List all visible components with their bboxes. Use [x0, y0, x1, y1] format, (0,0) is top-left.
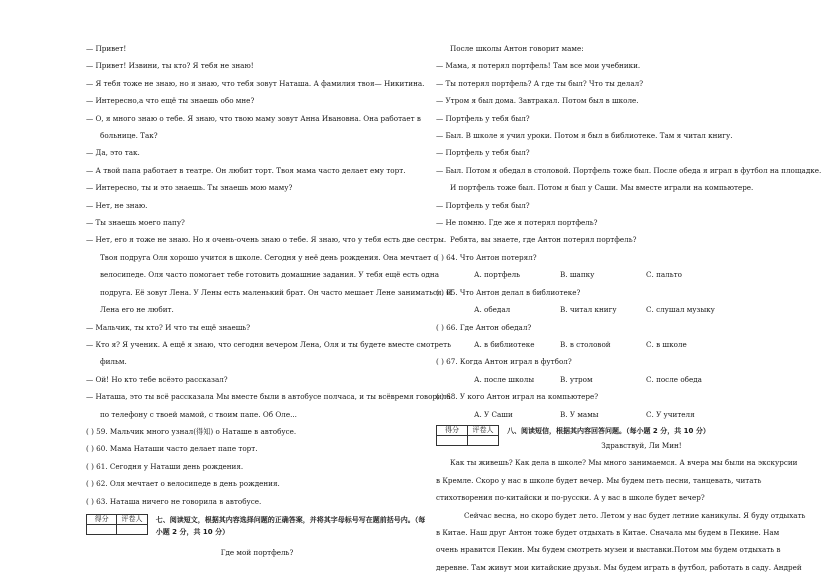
tf-question-60: ( ) 60. Мама Наташи часто делает папе торт.	[86, 444, 258, 454]
multiple-choice-questions	[436, 249, 776, 423]
mc-question-66: ( ) 66. Где Антон обедал?	[436, 322, 532, 332]
dialogue-1	[86, 40, 453, 423]
dialogue-line: — Портфель у тебя был?	[436, 113, 530, 123]
letter-line: в Кремле. Скоро у нас в школе будет вечер. Мы будем петь песни, танцевать, читать	[436, 475, 762, 485]
dialogue-line: — Привет! Извини, ты кто? Я тебя не знаю!	[86, 61, 254, 71]
score-box	[86, 514, 148, 535]
left-column	[86, 40, 453, 561]
option-b: В. У мамы	[560, 409, 599, 419]
option-a: А. портфель	[474, 270, 521, 280]
dialogue-line: И портфель тоже был. Потом я был у Саши. Мы вместе играли на компьютере.	[450, 183, 754, 193]
dialogue-line: — О, я много знаю о тебе. Я знаю, что твою маму зовут Анна Ивановна. Она работает в	[86, 113, 421, 123]
dialogue-line: — Интересно, ты и это знаешь. Ты знаешь мою маму?	[86, 183, 293, 193]
mc-options-66	[436, 336, 776, 353]
dialogue-line: — А твой папа работает в театре. Он любит торт. Твоя мама часто делает ему торт.	[86, 165, 406, 175]
dialogue-line: — Кто я? Я ученик. А ещё я знаю, что сегодня вечером Лена, Оля и ты будете вместе смотреть	[86, 339, 452, 349]
mc-question-64: ( ) 64. Что Антон потерял?	[436, 252, 537, 262]
dialogue-line: — Был. В школе я учил уроки. Потом я был в библиотеке. Там я читал книгу.	[436, 131, 733, 141]
letter-body	[436, 454, 806, 576]
dialogue-line: Ребята, вы знаете, где Антон потерял портфель?	[450, 235, 637, 245]
dialogue-line: — Не помню. Где же я потерял портфель?	[436, 218, 598, 228]
dialogue-line: — Ты потерял портфель? А где ты был? Что ты делал?	[436, 78, 644, 88]
letter-line: очень нравится Пекин. Мы будем смотреть музеи и выставки.Потом мы будем отдыхать в	[436, 545, 781, 555]
mc-options-67	[436, 371, 776, 388]
true-false-questions	[86, 423, 428, 510]
letter-line: в Китае. Наш друг Антон тоже будет отдыхать в Китае. Сначала мы будем в Пекине. Нам	[436, 527, 780, 537]
dialogue-line: — Привет!	[86, 44, 127, 53]
section-8-header	[436, 425, 776, 454]
dialogue-line: — Да, это так.	[86, 148, 140, 158]
tf-question-59: ( ) 59. Мальчик много узнал(得知) о Наташе в автобусе.	[86, 426, 297, 436]
option-b: В. утром	[560, 374, 593, 384]
mc-options-65	[436, 301, 776, 318]
story-title: Где мой портфель?	[220, 547, 294, 557]
option-c: С. У учителя	[646, 409, 695, 419]
dialogue-line: — Нет, его я тоже не знаю. Но я очень-очень знаю о тебе. Я знаю, что у тебя есть две сестры.	[86, 235, 447, 245]
section-8-title: 八、阅读短信，根据其内容回答问题。（每小题 2 分，共 10 分）	[507, 426, 710, 435]
mc-question-67: ( ) 67. Когда Антон играл в футбол?	[436, 357, 572, 367]
dialogue-line: — Мама, я потерял портфель! Там все мои учебники.	[436, 61, 641, 71]
dialogue-line: — Портфель у тебя был?	[436, 148, 530, 158]
option-c: С. пальто	[646, 270, 682, 280]
option-a: А. после школы	[474, 374, 535, 384]
option-c: С. слушал музыку	[646, 305, 715, 315]
story-intro: После школы Антон говорит маме:	[450, 44, 584, 53]
dialogue-line: по телефону с твоей мамой, с твоим папе. Об Оле...	[100, 409, 297, 419]
score-cell[interactable]	[437, 435, 468, 445]
grader-cell[interactable]	[117, 524, 147, 534]
option-a: А. обедал	[474, 305, 511, 315]
dialogue-line: — Был. Потом я обедал в столовой. Портфель тоже был. После обеда я играл в футбол на площадке.	[436, 165, 821, 175]
dialogue-line: — Наташа, это ты всё рассказала Мы вместе были в автобусе полчаса, и ты всёвремя говорила	[86, 392, 451, 402]
option-a: А. в библиотеке	[474, 339, 535, 349]
dialogue-line: — Я тебя тоже не знаю, но я знаю, что тебя зовут Наташа. А фамилия твоя— Никитина.	[86, 78, 425, 88]
section-7-header	[86, 514, 428, 538]
grader-label: 评卷人	[468, 425, 499, 435]
dialogue-line: больнице. Так?	[100, 131, 158, 141]
letter-greeting: Здравствуй, Ли Мин!	[601, 440, 682, 450]
letter-line: Сейчас весна, но скоро будет лето. Летом у нас будет летние каникулы. Я буду отдыхать	[464, 510, 806, 520]
dialogue-line: подруга. Её зовут Лена. У Лены есть маленький брат. Он часто мешает Лене заниматься. И	[100, 287, 453, 297]
option-b: В. в столовой	[560, 339, 611, 349]
section-7-title: 七、阅读短文，根据其内容选择问题的正确答案，并将其字母标号写在题前括号内。（每小题 2 分，共 10 分）	[155, 515, 426, 536]
grader-cell[interactable]	[468, 435, 499, 445]
dialogue-line: Твоя подруга Оля хорошо учится в школе. Сегодня у неё день рождения. Она мечтает о	[100, 252, 438, 262]
dialogue-line: велосипеде. Оля часто помогает тебе готовить домашние задания. У тебя ещё есть одна	[100, 270, 439, 280]
option-b: В. шапку	[560, 270, 595, 280]
grader-label: 评卷人	[117, 514, 147, 524]
tf-question-62: ( ) 62. Оля мечтает о велосипеде в день рождения.	[86, 479, 280, 489]
score-cell[interactable]	[87, 524, 117, 534]
letter-line: стихотворения по-китайски и по-русски. А у вас в школе будет вечер?	[436, 493, 705, 503]
score-box	[436, 425, 499, 446]
score-label: 得分	[87, 514, 117, 524]
mc-question-65: ( ) 65. Что Антон делал в библиотеке?	[436, 287, 581, 297]
letter-line: Как ты живешь? Как дела в школе? Мы много занимаемся. А вчера мы были на экскурсии	[450, 458, 798, 468]
dialogue-line: фильм.	[100, 357, 127, 367]
dialogue-line: — Ой! Но кто тебе всёэто рассказал?	[86, 374, 228, 384]
dialogue-line: — Ты знаешь моего папу?	[86, 218, 185, 228]
mc-question-68: ( ) 68. У кого Антон играл на компьютере?	[436, 392, 599, 402]
score-label: 得分	[437, 425, 468, 435]
dialogue-line: — Интересно,а что ещё ты знаешь обо мне?	[86, 96, 255, 106]
dialogue-line: — Утром я был дома. Завтракал. Потом был в школе.	[436, 96, 639, 106]
tf-question-63: ( ) 63. Наташа ничего не говорила в автобусе.	[86, 496, 262, 506]
option-c: С. после обеда	[646, 374, 702, 384]
dialogue-line: Лена его не любит.	[100, 305, 174, 315]
dialogue-line: — Нет, не знаю.	[86, 200, 148, 210]
dialogue-line: — Мальчик, ты кто? И что ты ещё знаешь?	[86, 322, 251, 332]
mc-options-68	[436, 406, 776, 423]
option-b: В. читал книгу	[560, 305, 617, 315]
option-a: А. У Саши	[474, 409, 513, 419]
letter-line: деревне. Там живут мои китайские друзья. Мы будем играть в футбол, работать в саду. Андрей	[436, 562, 802, 572]
tf-question-61: ( ) 61. Сегодня у Наташи день рождения.	[86, 461, 244, 471]
dialogue-2	[436, 57, 821, 248]
dialogue-line: — Портфель у тебя был?	[436, 200, 530, 210]
mc-options-64	[436, 266, 776, 283]
option-c: С. в школе	[646, 339, 687, 349]
right-column	[436, 40, 821, 576]
